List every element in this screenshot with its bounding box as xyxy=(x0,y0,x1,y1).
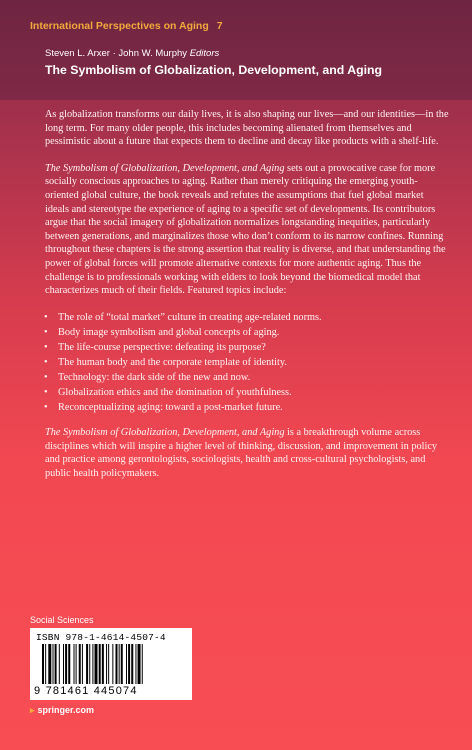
editors-names: Steven L. Arxer · John W. Murphy xyxy=(45,48,188,59)
list-item: • The human body and the corporate template of identity. xyxy=(56,356,449,370)
series-name: International Perspectives on Aging xyxy=(30,20,209,32)
blurb-paragraph-1: As globalization transforms our daily lives, it is also shaping our lives—and our identities—in the long term. For many older people, this includes becoming alienated from themselves and pessimistic about a future that expects them to decline and decay like products with a shelf-life. xyxy=(45,109,449,148)
subject-category: Social Sciences xyxy=(30,615,94,625)
list-item: • The role of “total market” culture in creating age-related norms. xyxy=(56,311,449,325)
series-title xyxy=(30,20,450,32)
list-item: • Body image symbolism and global concepts of aging. xyxy=(56,326,449,340)
list-item: • Reconceptualizing aging: toward a post-market future. xyxy=(56,401,449,415)
blurb xyxy=(45,108,449,494)
barcode-image xyxy=(42,644,182,684)
blurb-title-italic: The Symbolism of Globalization, Development, and Aging xyxy=(45,427,285,439)
editors-line xyxy=(45,48,455,59)
publisher-url: springer.com xyxy=(37,705,95,715)
series-volume: 7 xyxy=(216,20,223,32)
barcode-box xyxy=(30,628,192,700)
blurb-paragraph-2-text: sets out a provocative case for more socially conscious approaches to aging. Rather than merely critiquing the emerging youth-oriented global culture, the book reveals and refutes the assumptions that fuel global market ideals and stereotype the experience of aging to a specific set of developments. Its contributors argue that the social imagery of globalization normalizes longstanding inequities, particularly between generations, and marginalizes those who don’t conform to its narrow confines. Running throughout these chapters is the strong assertion that reality is diverse, and that understanding the power of global forces will promote alternative contexts for more authentic aging. Thus the challenge is to professionals working with elders to look beyond the biomedical model that characterizes much of their fields. Featured topics include: xyxy=(45,162,446,297)
barcode-digits: 9 781461 445074 xyxy=(34,685,138,697)
blurb-title-italic: The Symbolism of Globalization, Development, and Aging xyxy=(45,162,285,174)
list-item: • Globalization ethics and the domination of youthfulness. xyxy=(56,386,449,400)
right-arrow-icon: ▸ xyxy=(30,705,35,715)
blurb-paragraph-3-text: is a breakthrough volume across disciplines which will inspire a higher level of thinking, discussion, and improvement in policy and practice among gerontologists, sociologists, health and cross-cultural psychologists, and public health policymakers. xyxy=(45,427,438,479)
book-title: The Symbolism of Globalization, Development, and Aging xyxy=(45,63,383,77)
blurb-paragraph-3 xyxy=(45,426,449,480)
publisher-link[interactable] xyxy=(30,705,94,716)
editors-role: Editors xyxy=(189,48,220,59)
isbn-text: ISBN 978-1-4614-4507-4 xyxy=(36,632,166,643)
list-item: • Technology: the dark side of the new and now. xyxy=(56,371,449,385)
topics-list xyxy=(45,311,449,415)
list-item: • The life-course perspective: defeating its purpose? xyxy=(56,341,449,355)
blurb-paragraph-2 xyxy=(45,162,449,298)
